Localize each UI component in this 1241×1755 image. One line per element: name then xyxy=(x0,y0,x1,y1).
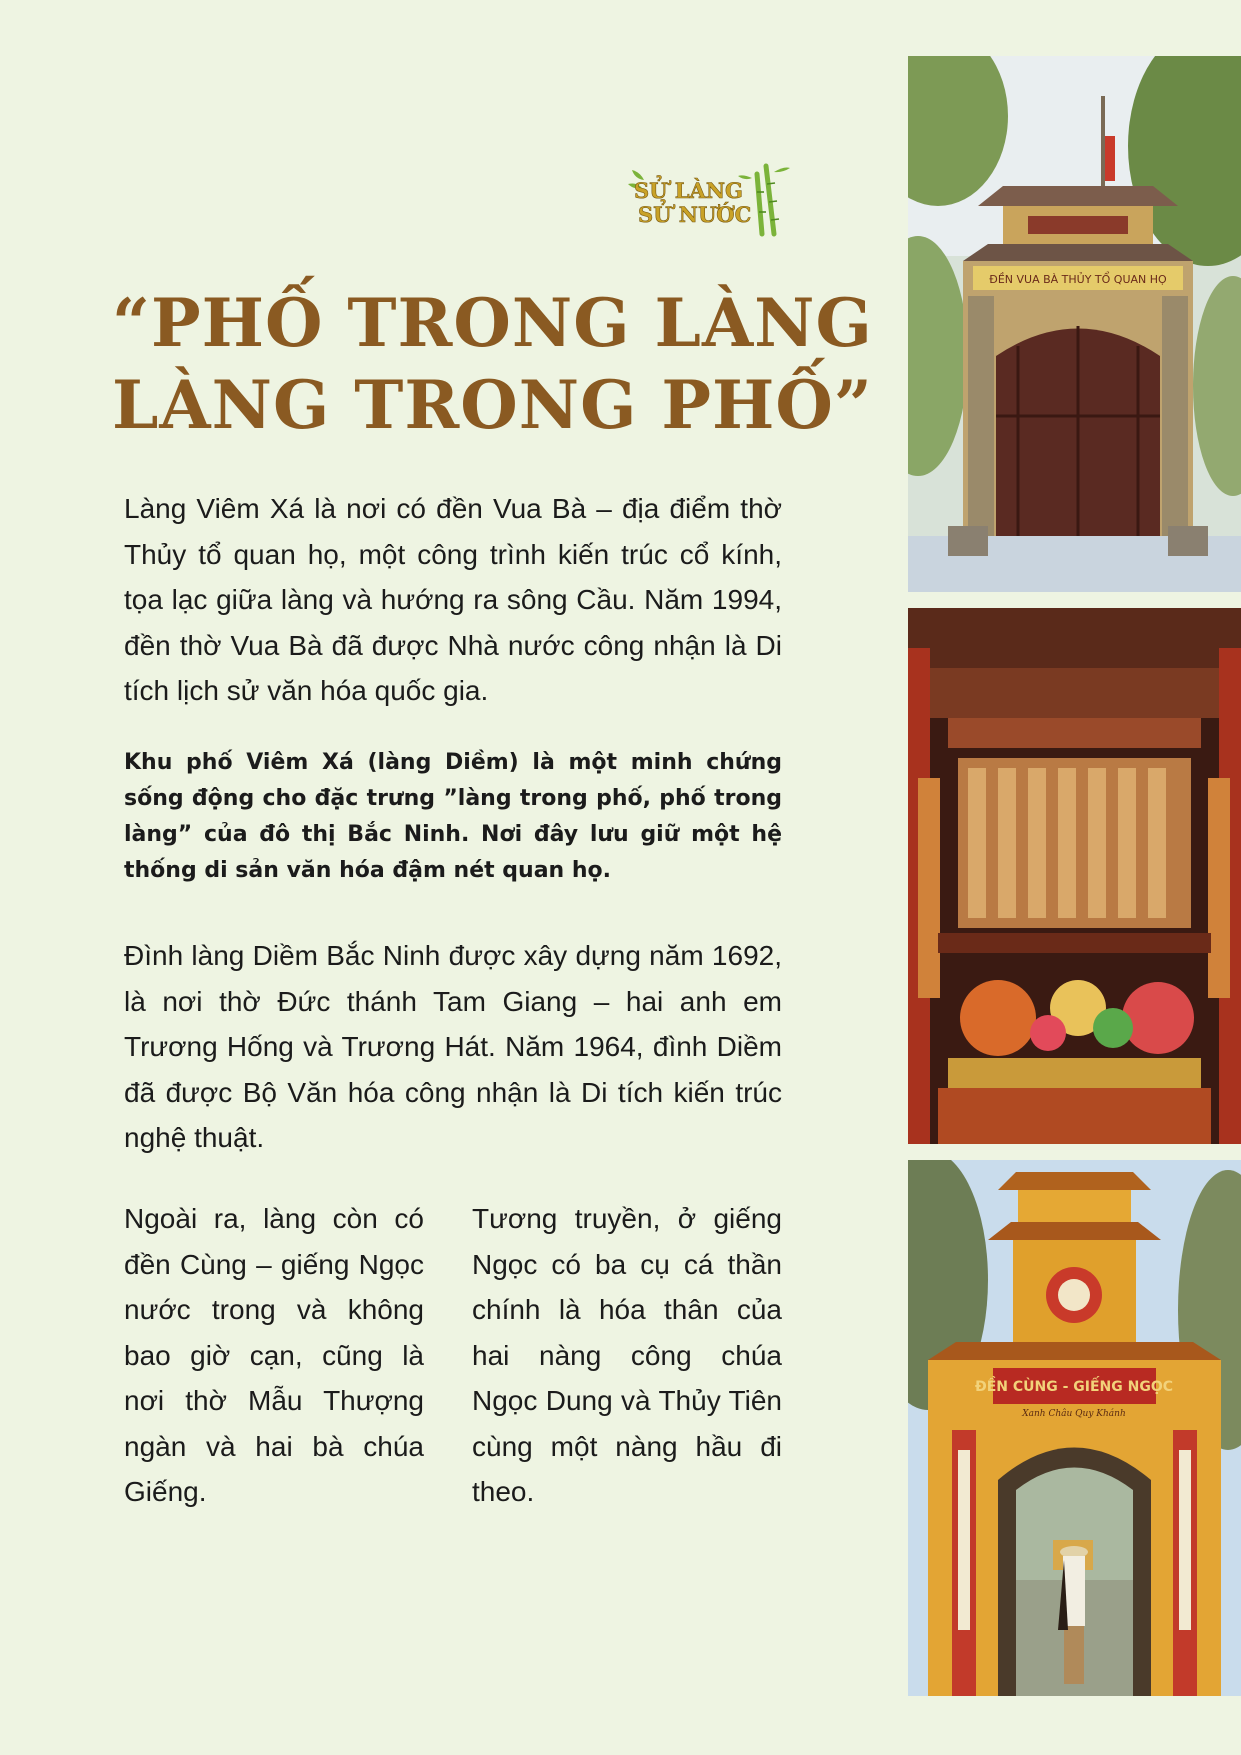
photo-den-vua-ba xyxy=(908,56,1241,592)
paragraph-dinh-diem: Đình làng Diềm Bắc Ninh được xây dựng năm 1692, là nơi thờ Đức thánh Tam Giang – hai anh em Trương Hống và Trương Hát. Năm 1964, đình Diềm đã được Bộ Văn hóa công nhận là Di tích kiến trúc nghệ thuật. xyxy=(124,940,782,1153)
paragraph-den-cung: Ngoài ra, làng còn có đền Cùng – giếng Ngọc nước trong và không bao giờ cạn, cũng là nơi thờ Mẫu Thượng ngàn và hai bà chúa Giếng. xyxy=(124,1203,424,1507)
gate-sign: ĐỀN VUA BÀ THỦY TỔ QUAN HỌ xyxy=(989,273,1167,286)
title-line-2: LÀNG TRONG PHỐ” xyxy=(112,366,873,444)
paragraph-legend: Tương truyền, ở giếng Ngọc có ba cụ cá thần chính là hóa thân của hai nàng công chúa Ngọc Dung và Thủy Tiên cùng một nàng hầu đi theo. xyxy=(472,1203,782,1507)
photo-dinh-altar xyxy=(908,608,1241,1144)
bamboo-logo-icon xyxy=(626,162,792,238)
gate-sign-den-cung: ĐỀN CÙNG - GIẾNG NGỌC xyxy=(974,1379,1174,1395)
photo-den-cung xyxy=(908,1160,1241,1696)
title-line-1: “PHỐ TRONG LÀNG xyxy=(112,284,873,362)
paragraph-highlight: Khu phố Viêm Xá (làng Diềm) là một minh chứng sống động cho đặc trưng ”làng trong phố, phố trong làng” của đô thị Bắc Ninh. Nơi đây lưu giữ một hệ thống di sản văn hóa đậm nét quan họ. xyxy=(124,750,782,883)
page-title xyxy=(112,282,873,446)
logo-line-2: SỬ NƯỚC xyxy=(638,202,752,227)
logo xyxy=(626,162,792,238)
gate-subsign: Xanh Châu Quy Khánh xyxy=(1022,1409,1126,1419)
paragraph-vua-ba: Làng Viêm Xá là nơi có đền Vua Bà – địa điểm thờ Thủy tổ quan họ, một công trình kiến trúc cổ kính, tọa lạc giữa làng và hướng ra sông Cầu. Năm 1994, đền thờ Vua Bà đã được Nhà nước công nhận là Di tích lịch sử văn hóa quốc gia. xyxy=(124,493,782,706)
logo-line-1: SỬ LÀNG xyxy=(634,178,743,203)
